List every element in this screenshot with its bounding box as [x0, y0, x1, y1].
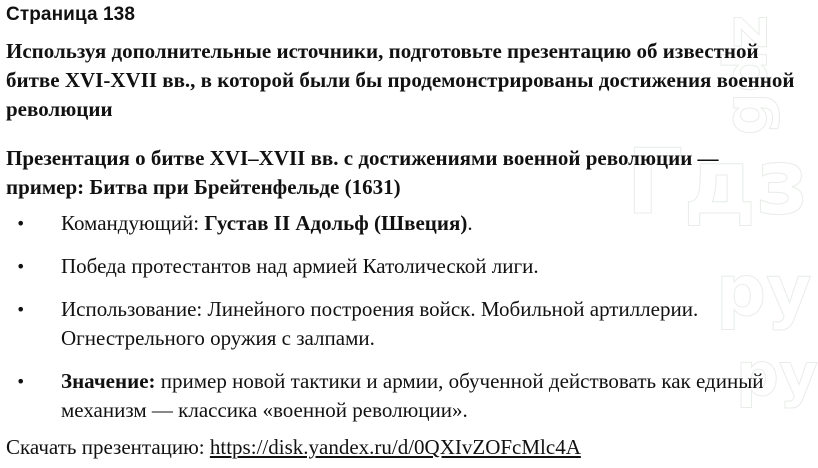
- meaning-text: пример новой тактики и армии, обученной действовать как единый механизм — классика «военной революции».: [61, 369, 764, 422]
- bullet-commander: [0, 209, 800, 238]
- bullet-marker: •: [16, 372, 26, 391]
- watermark-text-2: Гдз: [626, 130, 809, 235]
- download-link[interactable]: https://disk.yandex.ru/d/0QXIvZOFcMlc4A: [209, 435, 581, 459]
- bullet-meaning: [0, 367, 800, 425]
- meaning-label: Значение:: [61, 369, 156, 393]
- presentation-title: Презентация о битве XVI–XVII вв. с достижениями военной революции — пример: Битва при Брейтенфельде (1631): [6, 146, 719, 199]
- commander-name: Густав II Адольф (Швеция): [204, 211, 468, 235]
- bullet-victory: [0, 252, 800, 281]
- download-label: Скачать презентацию:: [6, 435, 210, 459]
- task-heading: Используя дополнительные источники, подготовьте презентацию об известной битве XVI-XVII вв., в которой были бы продемонстрированы достижения военной революции: [6, 39, 795, 121]
- usage-text: Использование: Линейного построения войск. Мобильной артиллерии. Огнестрельного оружия с залпами.: [61, 297, 699, 350]
- page-number-label: Страница 138: [6, 4, 136, 25]
- watermark-text-3: ру: [716, 250, 812, 332]
- watermark-text-4: ру: [736, 340, 818, 410]
- victory-text: Победа протестантов над армией Католической лиги.: [61, 254, 539, 278]
- bullet-usage: [0, 295, 800, 353]
- bullet-marker: •: [16, 300, 26, 319]
- bullet-marker: •: [16, 214, 26, 233]
- bullet-marker: •: [16, 257, 26, 276]
- commander-prefix: Командующий:: [61, 211, 205, 235]
- download-line: [6, 433, 581, 462]
- watermark-text-1: gdz: [711, 14, 782, 136]
- commander-suffix: .: [467, 211, 473, 235]
- bullet-list: [0, 209, 800, 439]
